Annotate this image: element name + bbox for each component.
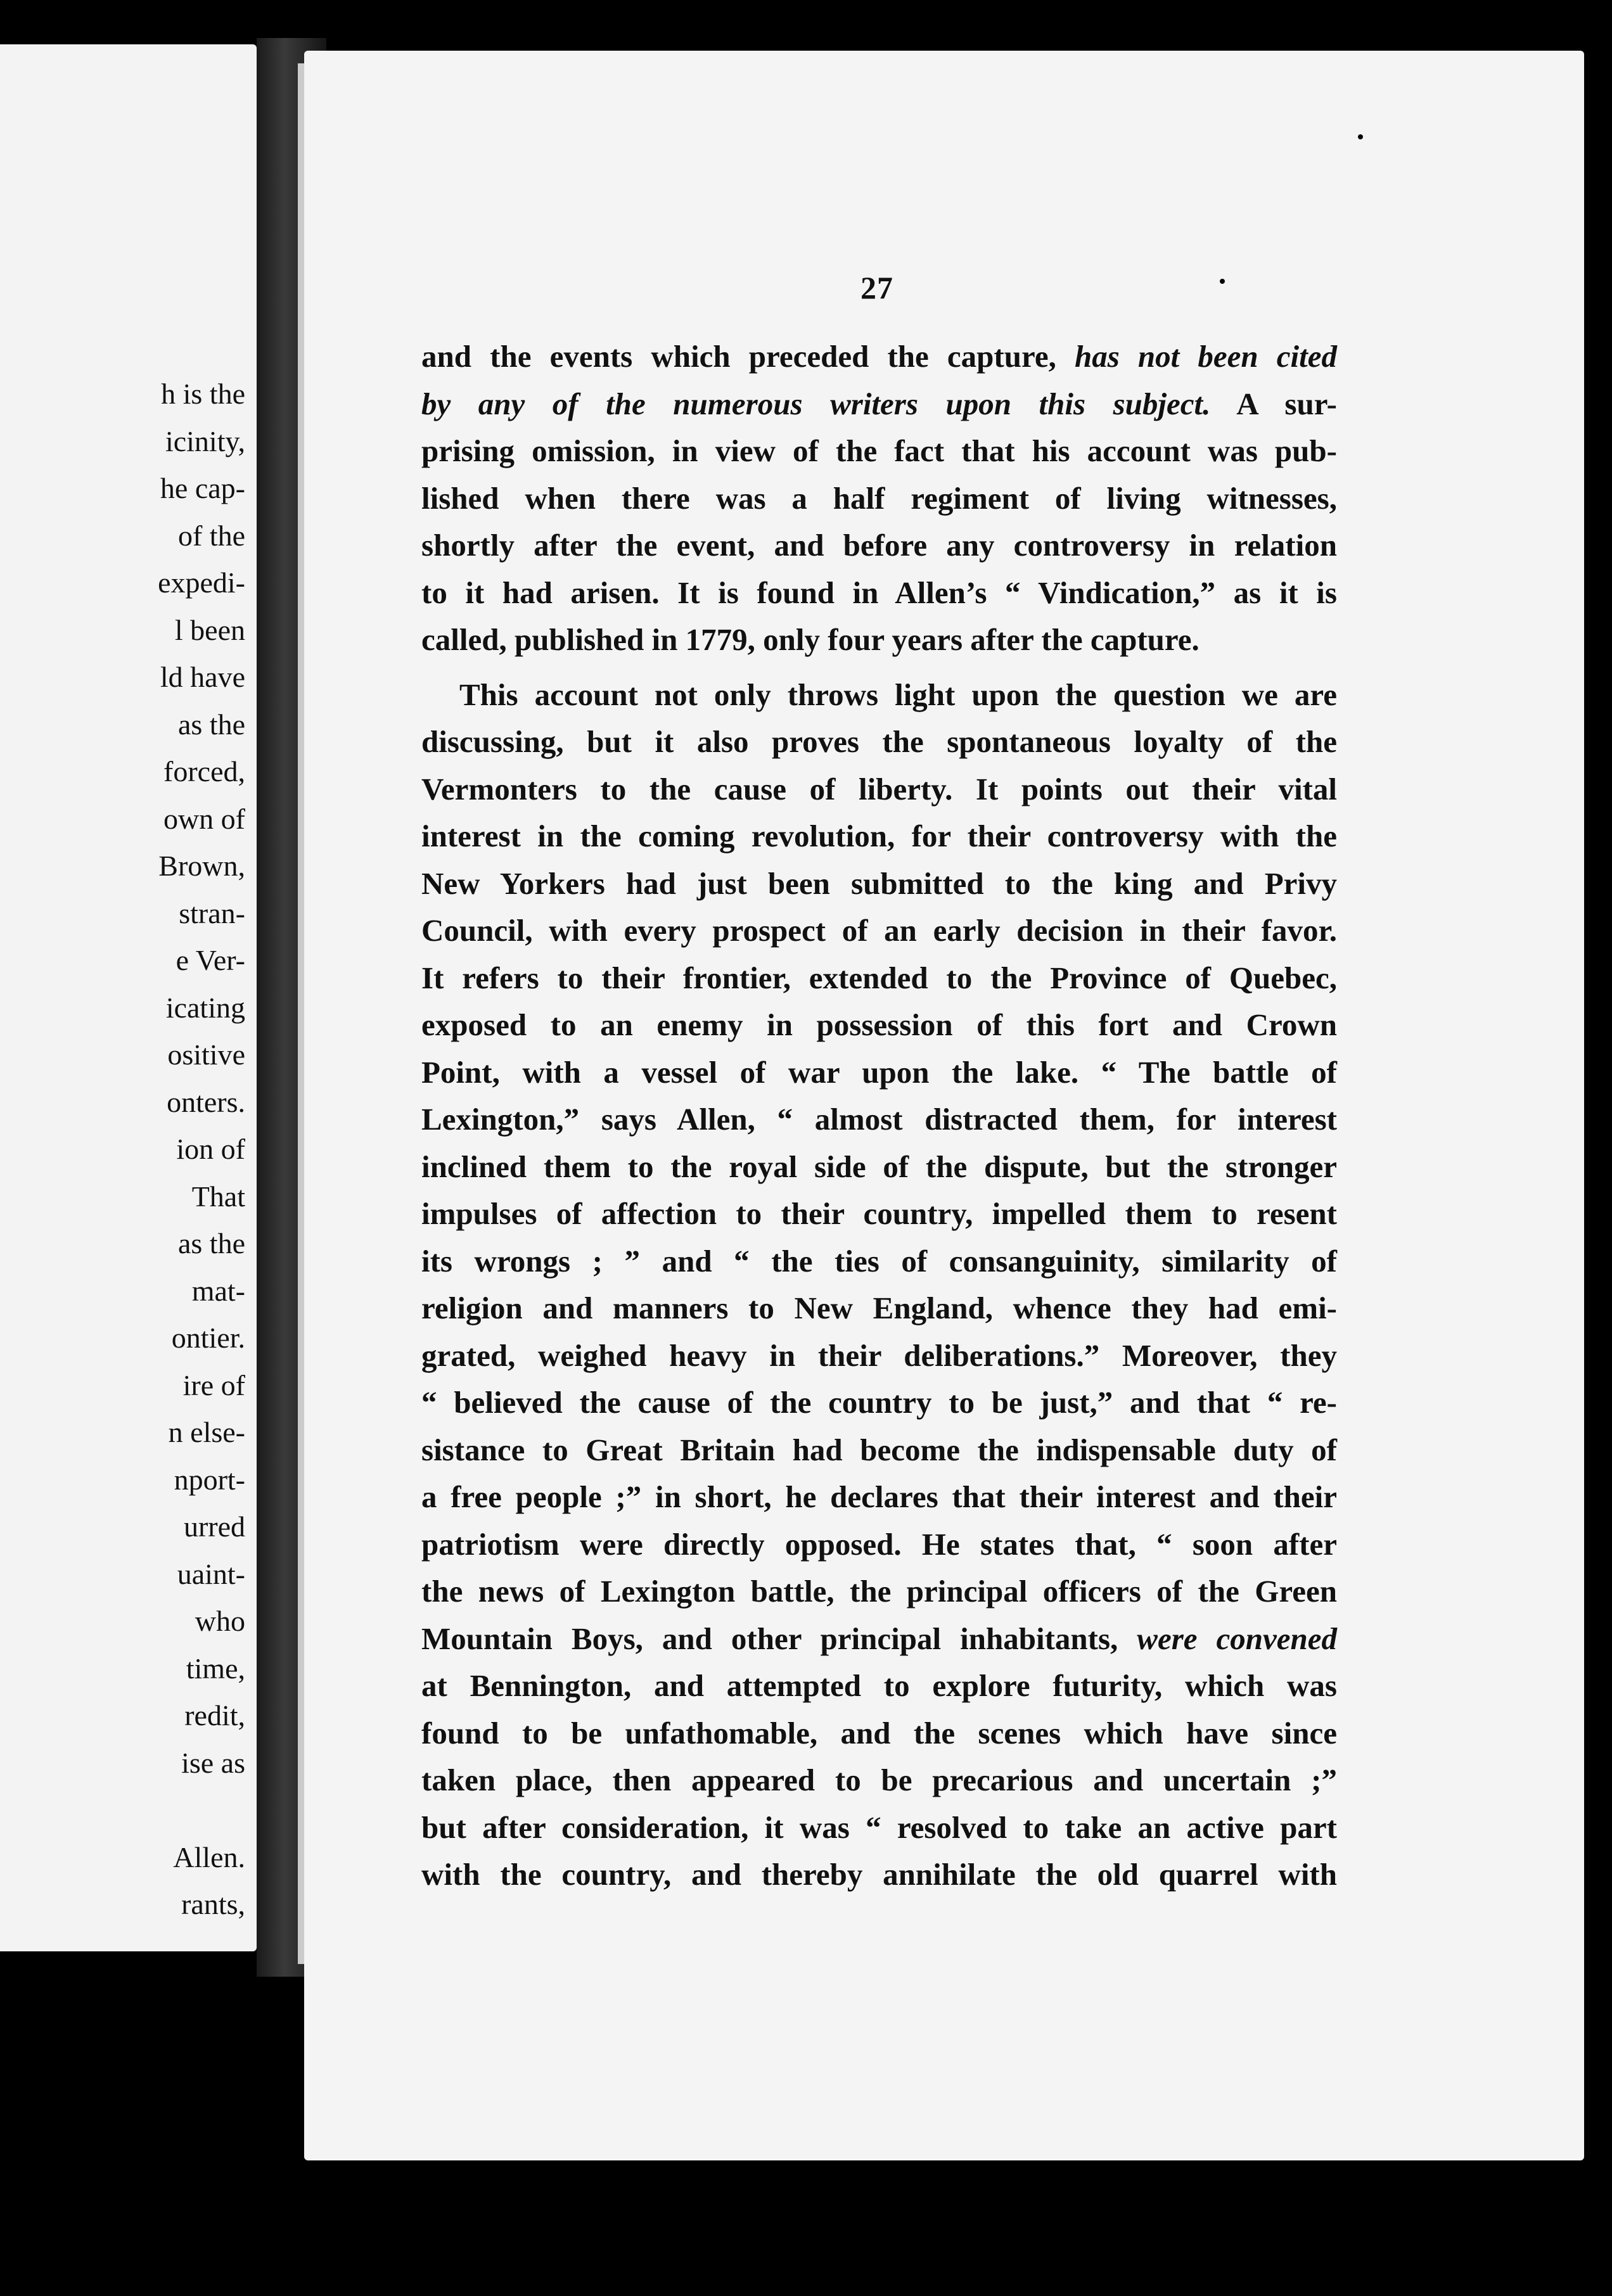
previous-page-fragment: forced, [163, 755, 245, 788]
text-run: New Yorkers had just been submitted to the king and Privy [421, 865, 1337, 901]
text-line [421, 1332, 1337, 1380]
text-run: its wrongs ; ” and “ the ties of consanguinity, similarity of [421, 1243, 1337, 1279]
previous-page-fragment: he cap- [160, 472, 245, 504]
text-line [421, 813, 1337, 860]
previous-page-fragment [158, 1787, 245, 1834]
text-line [421, 1427, 1337, 1474]
previous-page-fragment: as the [177, 708, 245, 741]
text-run: discussing, but it also proves the spontaneous loyalty of the [421, 724, 1337, 759]
text-line [421, 616, 1337, 664]
previous-page-fragment: icating [165, 991, 245, 1024]
page-number: 27 [860, 270, 893, 305]
text-run: shortly after the event, and before any controversy in relation [421, 528, 1337, 563]
previous-page-fragment: icinity, [165, 424, 245, 457]
previous-page-fragment: l been [174, 613, 245, 646]
text-run: lished when there was a half regiment of living witnesses, [421, 480, 1337, 516]
italic-text-run: by any of the numerous writers upon this subject. [421, 386, 1211, 421]
text-run: religion and manners to New England, whence they had emi- [421, 1291, 1337, 1325]
previous-page-fragment: who [195, 1605, 245, 1637]
previous-page-text-fragments [158, 371, 245, 1929]
text-run: prising omission, in view of the fact that his account was pub- [421, 433, 1337, 468]
text-line [421, 1144, 1337, 1191]
previous-page-fragment: Allen. [173, 1840, 245, 1873]
previous-page-fragment: time, [186, 1652, 245, 1685]
previous-page-fragment: Brown, [158, 850, 245, 882]
text-line [421, 1238, 1337, 1285]
text-run: but after consideration, it was “ resolved to take an active part [421, 1809, 1337, 1845]
text-line [421, 1521, 1337, 1569]
text-run: called, published in 1779, only four years after the capture. [421, 622, 1199, 657]
previous-page-fragment: ld have [160, 661, 245, 693]
text-run: A sur- [1210, 386, 1337, 421]
previous-page-fragment: as the [177, 1227, 245, 1260]
italic-text-run: were convened [1137, 1621, 1337, 1656]
text-line [421, 1379, 1337, 1427]
text-line [421, 1710, 1337, 1757]
text-run: with the country, and thereby annihilate the old quarrel with [421, 1857, 1337, 1892]
text-line [421, 1002, 1337, 1049]
previous-page-fragment: mat- [191, 1274, 245, 1307]
previous-page-fragment: stran- [179, 896, 245, 929]
body-text [421, 333, 1337, 1899]
text-line [421, 1285, 1337, 1332]
previous-page-fragment: of the [177, 519, 245, 552]
scan-speck [1220, 279, 1225, 284]
text-line [421, 907, 1337, 955]
text-line [421, 1049, 1337, 1097]
text-run: sistance to Great Britain had become the indispensable duty of [421, 1432, 1337, 1467]
text-line [421, 955, 1337, 1002]
previous-page-fragment: redit, [184, 1699, 245, 1732]
text-run: grated, weighed heavy in their deliberations.” Moreover, they [421, 1337, 1337, 1373]
previous-page-fragment: uaint- [177, 1557, 245, 1590]
previous-page-fragment: ise as [181, 1746, 245, 1779]
text-line [421, 1190, 1337, 1238]
paragraph-1 [421, 333, 1337, 664]
text-run: patriotism were directly opposed. He states that, “ soon after [421, 1526, 1337, 1562]
text-run: found to be unfathomable, and the scenes which have since [421, 1715, 1337, 1751]
text-line [421, 475, 1337, 523]
text-line [421, 1616, 1337, 1663]
text-line [421, 1662, 1337, 1710]
text-run: at Bennington, and attempted to explore futurity, which was [421, 1668, 1337, 1703]
text-run: This account not only throws light upon the question we are [459, 677, 1337, 712]
text-line [421, 1096, 1337, 1144]
italic-text-run: has not been cited [1074, 339, 1337, 374]
previous-page-fragment: n else- [168, 1416, 245, 1448]
text-line [421, 672, 1337, 719]
text-line [421, 381, 1337, 428]
previous-page-fragment: ion of [176, 1133, 245, 1165]
previous-page-fragment: expedi- [158, 566, 245, 599]
previous-page-fragment: nport- [174, 1463, 245, 1496]
previous-page-fragment: ontier. [171, 1322, 245, 1354]
text-run: “ believed the cause of the country to be just,” and that “ re- [421, 1385, 1337, 1420]
text-line [421, 718, 1337, 766]
text-run: a free people ;” in short, he declares that their interest and their [421, 1479, 1337, 1514]
text-run: Lexington,” says Allen, “ almost distracted them, for interest [421, 1102, 1337, 1137]
previous-page-fragment: h is the [161, 378, 245, 410]
text-line [421, 766, 1337, 813]
text-line [421, 1568, 1337, 1616]
text-line [421, 1851, 1337, 1899]
scan-speck [1584, 1052, 1593, 1067]
scan-bottom-border [304, 2179, 1612, 2296]
text-run: inclined them to the royal side of the dispute, but the stronger [421, 1149, 1337, 1184]
text-line [421, 522, 1337, 570]
text-run: Point, with a vessel of war upon the lake. “ The battle of [421, 1054, 1337, 1090]
previous-page-fragment: onters. [167, 1085, 245, 1118]
text-line [421, 570, 1337, 617]
previous-page-fragment: e Ver- [176, 944, 245, 976]
text-run: and the events which preceded the capture, [421, 339, 1075, 374]
text-run: It refers to their frontier, extended to the Province of Quebec, [421, 960, 1337, 995]
text-run: Council, with every prospect of an early decision in their favor. [421, 913, 1337, 948]
text-run: interest in the coming revolution, for their controversy with the [421, 819, 1337, 853]
paragraph-2 [421, 672, 1337, 1899]
previous-page-fragment: ire of [182, 1368, 245, 1401]
text-line [421, 860, 1337, 908]
text-run: to it had arisen. It is found in Allen’s “ Vindication,” as it is [421, 575, 1337, 610]
text-run: exposed to an enemy in possession of this fort and Crown [421, 1007, 1337, 1042]
text-run: impulses of affection to their country, impelled them to resent [421, 1196, 1337, 1231]
text-line [421, 428, 1337, 475]
previous-page-fragment: own of [163, 802, 245, 835]
scan-speck [1358, 134, 1363, 139]
text-run: Mountain Boys, and other principal inhabitants, [421, 1621, 1137, 1656]
text-run: Vermonters to the cause of liberty. It points out their vital [421, 771, 1337, 807]
text-line [421, 333, 1337, 381]
previous-page-fragment: That [191, 1180, 245, 1213]
text-run: the news of Lexington battle, the principal officers of the Green [421, 1574, 1337, 1609]
text-line [421, 1804, 1337, 1852]
previous-page-fragment: ositive [167, 1038, 245, 1071]
text-line [421, 1757, 1337, 1804]
previous-page-fragment: urred [183, 1510, 245, 1543]
text-run: taken place, then appeared to be precarious and uncertain ;” [421, 1763, 1337, 1797]
text-line [421, 1474, 1337, 1521]
previous-page-edge [0, 44, 257, 1951]
previous-page-fragment: rants, [181, 1888, 245, 1920]
